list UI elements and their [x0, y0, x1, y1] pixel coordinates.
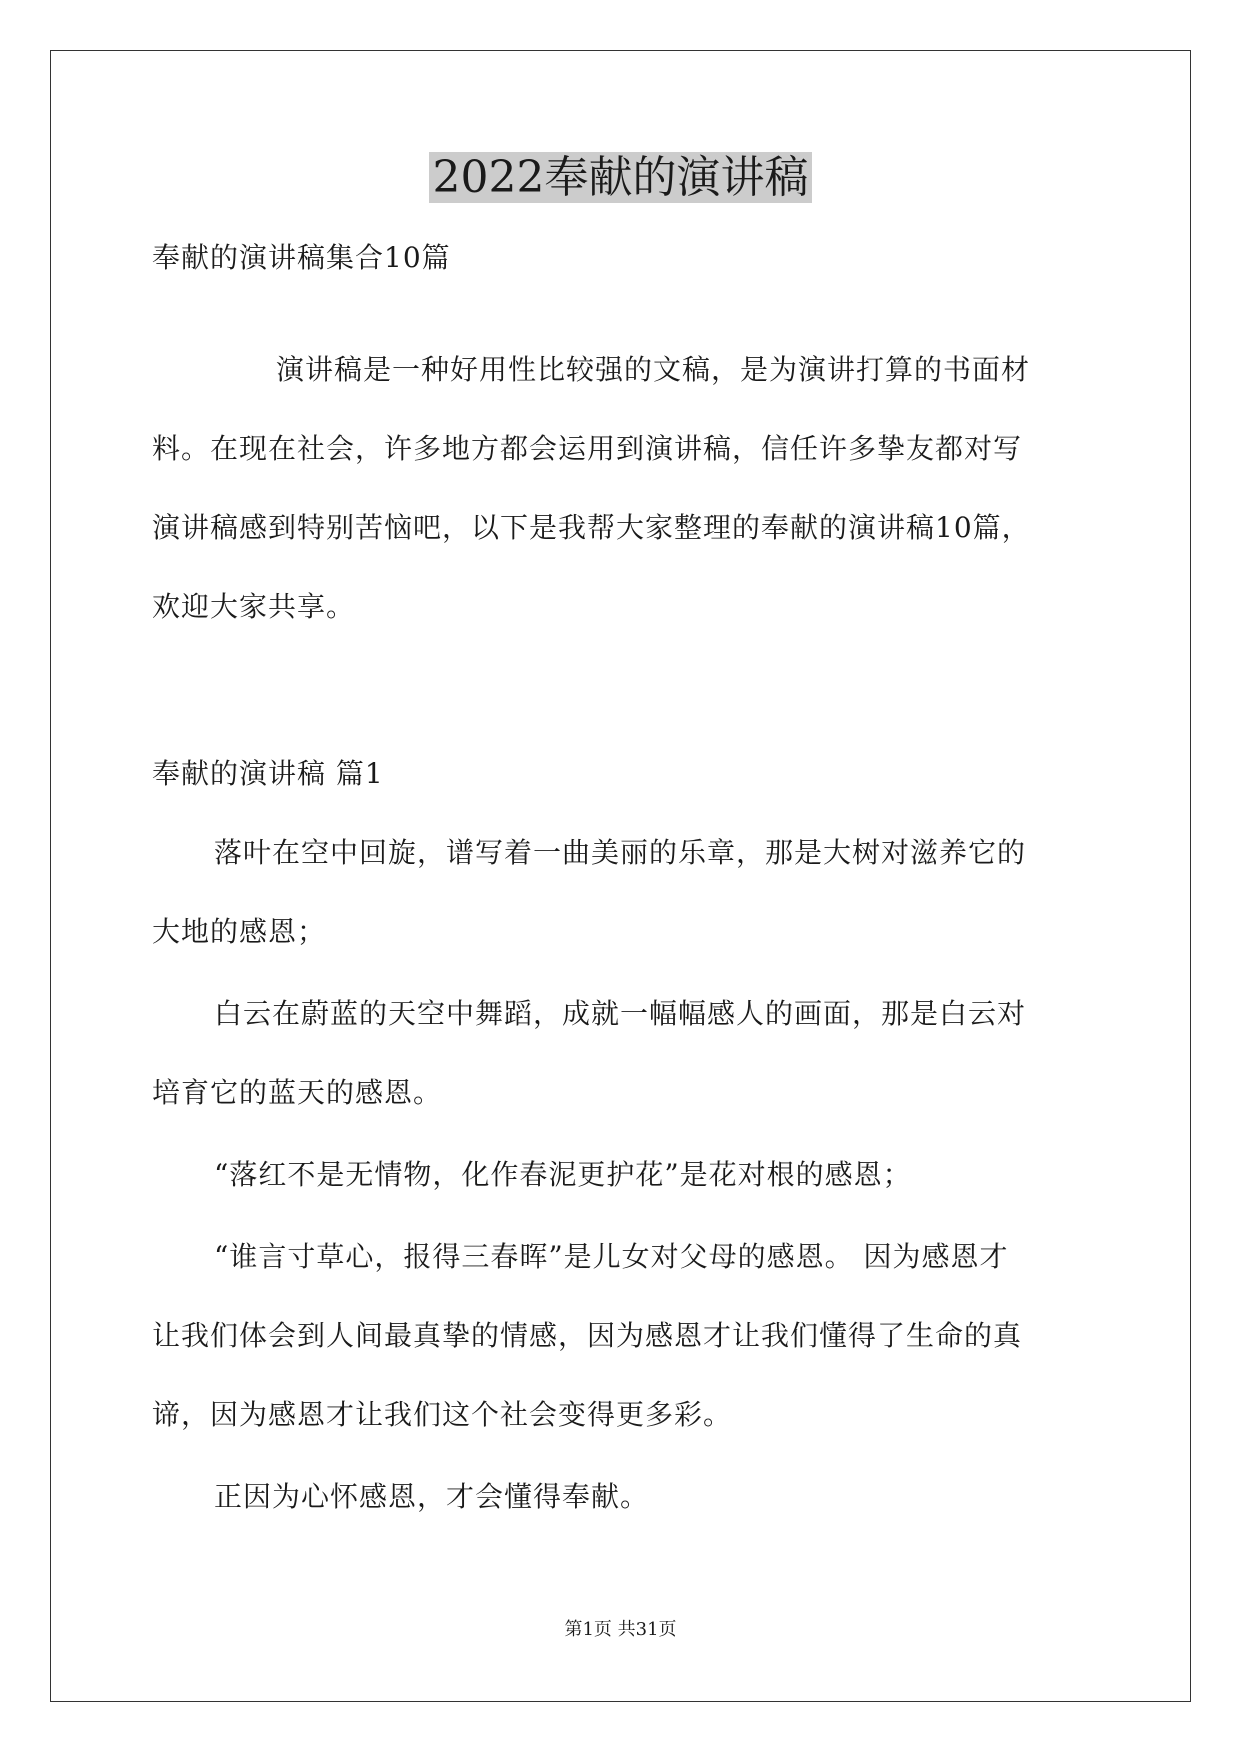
page-border [50, 50, 1191, 1702]
document-title-text: 2022奉献的演讲稿 [429, 152, 813, 203]
body-line-4: 培育它的蓝天的感恩。 [152, 1076, 443, 1109]
body-line-3: 白云在蔚蓝的天空中舞蹈，成就一幅幅感人的画面，那是白云对 [214, 997, 1027, 1030]
intro-line-1: 演讲稿是一种好用性比较强的文稿，是为演讲打算的书面材 [276, 353, 1031, 386]
intro-line-3: 演讲稿感到特别苦恼吧，以下是我帮大家整理的奉献的演讲稿10篇， [152, 511, 1031, 544]
page-number-footer: 第1页 共31页 [564, 1619, 677, 1640]
intro-line-4: 欢迎大家共享。 [152, 590, 356, 623]
body-line-5: “落红不是无情物，化作春泥更护花”是花对根的感恩； [214, 1158, 912, 1191]
body-line-6: “谁言寸草心，报得三春晖”是儿女对父母的感恩。 因为感恩才 [214, 1240, 1009, 1273]
body-line-9: 正因为心怀感恩，才会懂得奉献。 [214, 1480, 650, 1513]
collection-heading: 奉献的演讲稿集合10篇 [152, 241, 451, 274]
body-line-8: 谛，因为感恩才让我们这个社会变得更多彩。 [152, 1398, 733, 1431]
section-heading: 奉献的演讲稿 篇1 [152, 757, 384, 790]
document-title [0, 148, 1241, 208]
body-line-7: 让我们体会到人间最真挚的情感，因为感恩才让我们懂得了生命的真 [152, 1319, 1023, 1352]
intro-line-2: 料。在现在社会，许多地方都会运用到演讲稿，信任许多挚友都对写 [152, 432, 1023, 465]
body-line-2: 大地的感恩； [152, 915, 327, 948]
body-line-1: 落叶在空中回旋，谱写着一曲美丽的乐章，那是大树对滋养它的 [214, 836, 1027, 869]
